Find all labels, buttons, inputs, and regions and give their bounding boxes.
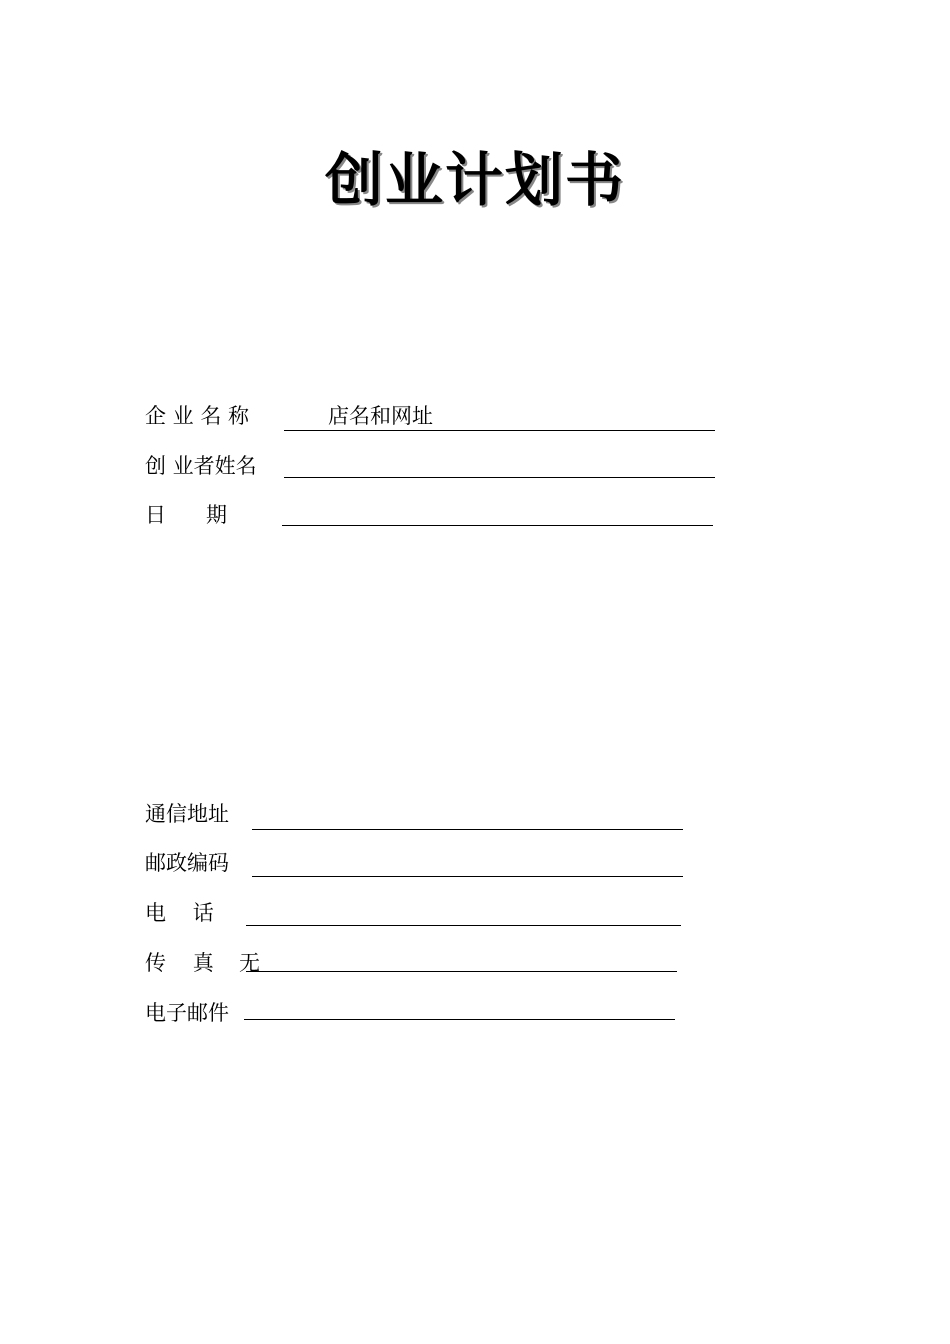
date-label: 日 期 (145, 503, 228, 527)
company-name-label: 企 业 名 称 (145, 404, 250, 428)
email-label: 电子邮件 (145, 1001, 229, 1025)
postcode-label: 邮政编码 (145, 851, 229, 875)
date-underline (282, 525, 713, 526)
company-name-underline (284, 430, 715, 431)
address-underline (252, 829, 683, 830)
founder-name-underline (284, 477, 715, 478)
fax-underline (246, 971, 677, 972)
phone-label: 电 话 (145, 901, 214, 925)
founder-name-label: 创 业者姓名 (145, 454, 257, 478)
postcode-underline (252, 876, 683, 877)
company-name-value[interactable]: 店名和网址 (328, 404, 433, 428)
fax-value[interactable]: 无 (239, 951, 260, 975)
phone-underline (246, 925, 681, 926)
email-underline (244, 1019, 675, 1020)
document-title: 创业计划书 (324, 146, 625, 214)
address-label: 通信地址 (145, 802, 229, 826)
fax-label: 传 真 (145, 951, 214, 975)
